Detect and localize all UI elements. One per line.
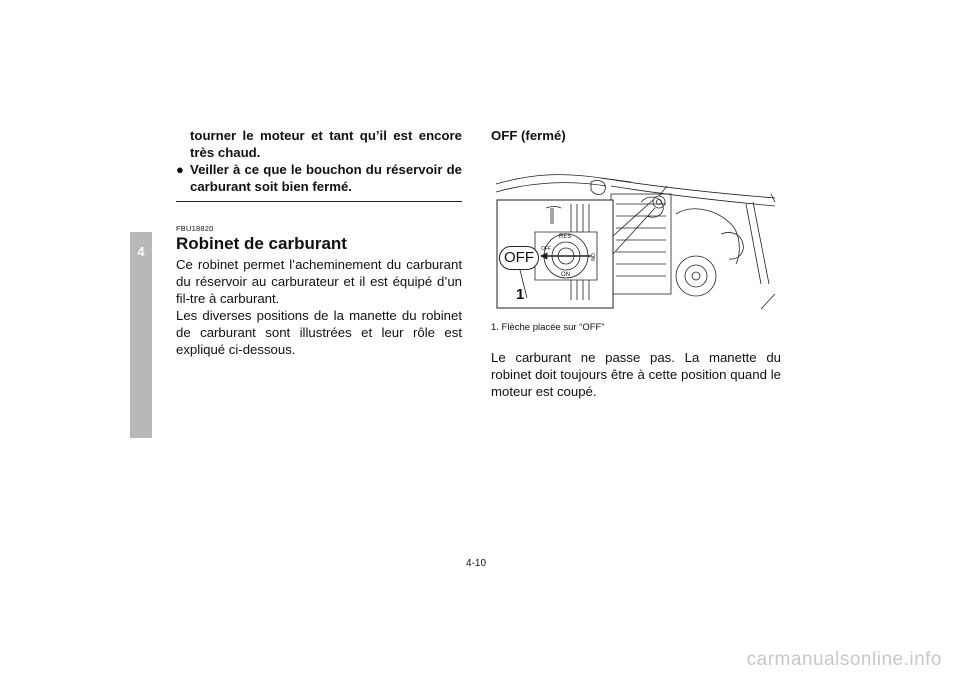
position-subtitle: OFF (fermé) — [491, 128, 566, 143]
bullet-icon: ● — [176, 162, 184, 177]
valve-label-res: RES — [559, 234, 572, 240]
warning-bullet-text: Veiller à ce que le bouchon du réservoir de carburant soit bien fermé. — [190, 162, 462, 194]
watermark: carmanualsonline.info — [746, 649, 942, 670]
chapter-number: 4 — [137, 244, 145, 259]
valve-label-off: OFF — [541, 246, 551, 252]
warning-line: tourner le moteur et tant qu’il est encore très chaud. — [190, 128, 462, 160]
valve-label-on-bottom: ON — [561, 272, 570, 278]
paragraph: Ce robinet permet l’acheminement du carburant du réservoir au carburateur et il est équipé d’un fil-tre à carburant. — [176, 257, 462, 306]
valve-label-on-side: ON — [588, 253, 595, 261]
chapter-tab — [130, 232, 152, 438]
warning-divider — [176, 201, 462, 202]
callout-off-label — [499, 246, 539, 270]
position-description: Le carburant ne passe pas. La manette du robinet doit toujours être à cette position quand le moteur est coupé. — [491, 350, 781, 399]
figure-caption: 1. Flèche placée sur “OFF” — [491, 322, 605, 333]
callout-off-text: OFF — [504, 249, 534, 266]
page-number: 4-10 — [466, 558, 487, 569]
engine-line-drawing — [491, 164, 776, 314]
fuel-cock-illustration — [491, 164, 776, 314]
warning-bullet-item — [176, 161, 462, 195]
left-column — [176, 127, 462, 358]
right-column — [491, 127, 781, 144]
section-title: Robinet de carburant — [176, 234, 347, 253]
section-code: FBU18820 — [176, 224, 214, 233]
paragraph: Les diverses positions de la manette du robinet de carburant sont illustrées et leur rôle est expliqué ci-dessous. — [176, 308, 462, 357]
callout-number: 1 — [516, 286, 525, 303]
